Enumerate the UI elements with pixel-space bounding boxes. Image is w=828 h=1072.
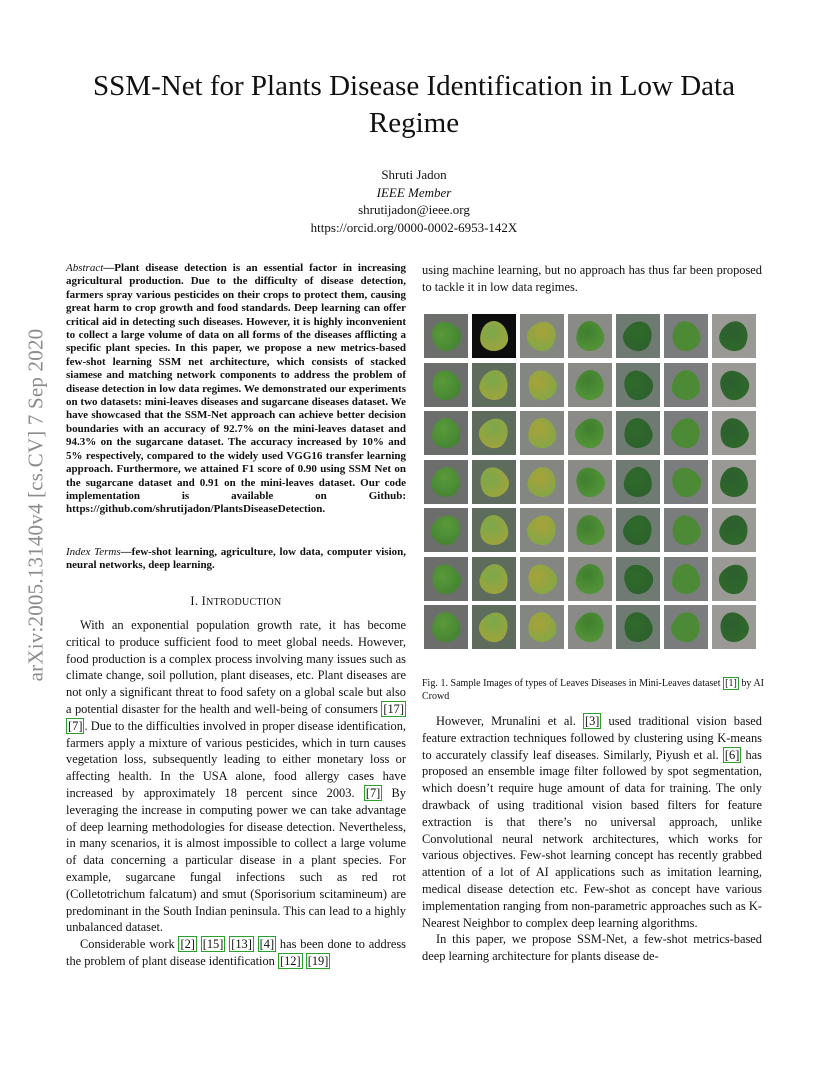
leaf-shape bbox=[715, 608, 753, 647]
section-rest: NTRODUCTION bbox=[206, 597, 282, 608]
leaf-shape bbox=[427, 559, 465, 598]
leaf-thumbnail bbox=[520, 363, 564, 407]
index-terms-text: —few-shot learning, agriculture, low data, computer vision, neural networks, deep learning. bbox=[66, 546, 406, 572]
leaf-shape bbox=[667, 414, 704, 453]
leaf-thumbnail bbox=[520, 508, 564, 552]
figure-leaf-image-grid bbox=[424, 314, 760, 650]
leaf-shape bbox=[619, 316, 658, 356]
author-orcid: https://orcid.org/0000-0002-6953-142X bbox=[310, 219, 518, 235]
leaf-thumbnail bbox=[568, 557, 612, 601]
leaf-shape bbox=[474, 413, 514, 454]
leaf-thumbnail bbox=[712, 508, 756, 552]
leaf-thumbnail bbox=[472, 363, 516, 407]
leaf-shape bbox=[522, 316, 562, 357]
leaf-thumbnail bbox=[520, 557, 564, 601]
leaf-shape bbox=[574, 367, 607, 401]
leaf-thumbnail bbox=[568, 460, 612, 504]
leaf-shape bbox=[525, 609, 559, 644]
leaf-thumbnail bbox=[664, 508, 708, 552]
leaf-thumbnail bbox=[664, 557, 708, 601]
leaf-thumbnail bbox=[616, 508, 660, 552]
leaf-thumbnail bbox=[568, 605, 612, 649]
citation-link[interactable]: [13] bbox=[231, 937, 252, 952]
leaf-shape bbox=[522, 510, 561, 550]
leaf-thumbnail bbox=[520, 460, 564, 504]
leaf-thumbnail bbox=[424, 363, 468, 407]
leaf-shape bbox=[672, 564, 700, 594]
leaf-thumbnail bbox=[472, 460, 516, 504]
leaf-thumbnail bbox=[664, 605, 708, 649]
section-numeral: I. bbox=[190, 594, 202, 608]
citation-link[interactable]: [7] bbox=[68, 718, 83, 733]
leaf-thumbnail bbox=[472, 508, 516, 552]
author-name: Shruti Jadon bbox=[381, 167, 447, 182]
author-role: IEEE Member bbox=[376, 184, 452, 200]
leaf-shape bbox=[666, 461, 707, 502]
leaf-thumbnail bbox=[712, 605, 756, 649]
leaf-shape bbox=[668, 608, 704, 645]
author-email: shrutijadon@ieee.org bbox=[358, 202, 470, 217]
index-terms-lead: Index Terms bbox=[66, 546, 121, 558]
leaf-thumbnail bbox=[712, 314, 756, 358]
leaf-shape bbox=[618, 364, 658, 404]
leaf-thumbnail bbox=[424, 557, 468, 601]
leaf-shape bbox=[426, 510, 466, 551]
leaf-shape bbox=[525, 464, 558, 499]
leaf-thumbnail bbox=[424, 460, 468, 504]
right-top-text: using machine learning, but no approach has thus far been proposed to tackle it in low data regimes. bbox=[422, 263, 762, 294]
leaf-shape bbox=[570, 413, 609, 453]
leaf-thumbnail bbox=[616, 557, 660, 601]
leaf-shape bbox=[571, 607, 609, 646]
leaf-shape bbox=[668, 511, 704, 548]
leaf-thumbnail bbox=[616, 605, 660, 649]
leaf-shape bbox=[716, 414, 753, 452]
leaf-shape bbox=[475, 462, 513, 501]
leaf-thumbnail bbox=[472, 557, 516, 601]
citation-link[interactable]: [12] bbox=[279, 953, 301, 968]
citation-link[interactable]: [6] bbox=[724, 747, 740, 762]
leaf-thumbnail bbox=[520, 411, 564, 455]
leaf-shape bbox=[623, 465, 654, 497]
citation-link[interactable]: [7] bbox=[365, 785, 381, 800]
leaf-thumbnail bbox=[472, 605, 516, 649]
leaf-thumbnail bbox=[568, 508, 612, 552]
leaf-thumbnail bbox=[712, 460, 756, 504]
leaf-shape bbox=[618, 558, 658, 599]
leaf-shape bbox=[526, 416, 558, 450]
abstract-lead: Abstract bbox=[66, 262, 104, 274]
leaf-thumbnail bbox=[424, 411, 468, 455]
leaf-shape bbox=[575, 562, 606, 595]
author-block bbox=[214, 166, 614, 236]
leaf-shape bbox=[574, 319, 606, 353]
leaf-thumbnail bbox=[616, 363, 660, 407]
right-column-top bbox=[422, 262, 762, 296]
right-column-body bbox=[422, 713, 762, 965]
leaf-shape bbox=[619, 511, 657, 550]
leaf-thumbnail bbox=[424, 605, 468, 649]
leaf-thumbnail bbox=[664, 314, 708, 358]
leaf-shape bbox=[620, 608, 656, 645]
leaf-shape bbox=[716, 511, 752, 548]
leaf-shape bbox=[477, 561, 511, 596]
intro-paragraph-2: Considerable work [2] [15] [13] [4] has been done to address the problem of plant disease identification [12] [19] bbox=[66, 937, 406, 968]
citation-link[interactable]: [2] bbox=[180, 937, 195, 952]
leaf-shape bbox=[431, 418, 460, 449]
right-paragraph-2: In this paper, we propose SSM-Net, a few-shot metrics-based deep learning architecture for plants disease de- bbox=[422, 932, 762, 964]
leaf-thumbnail bbox=[616, 460, 660, 504]
leaf-shape bbox=[428, 365, 465, 403]
leaf-thumbnail bbox=[616, 314, 660, 358]
section-initial: I bbox=[201, 594, 207, 608]
abstract-text: —Plant disease detection is an essential factor in increasing agricultural production. Due to the difficulty of disease detection, farmers spray various pesticides on their crops to protect them, causing great harm to crop growth and food standards. Deep learning can offer critical aid in detecting such diseases. However, it is highly inconvenient to collect a large volume of data on all forms of the diseases afflicting a specific plant species. In this paper, we propose a new metrics-based few-shot learning SSM net architecture, which consists of stacked siamese and matching network components to address the problem of disease detection in low data regimes. We demonstrated our experiments on two datasets: mini-leaves diseases and sugarcane diseases dataset. We have showcased that the SSM-Net approach can achieve better decision boundaries with an accuracy of 92.7% on the mini-leaves dataset and 94.3% on the sugarcane dataset. The accuracy increased by 10% and 5% respectively, compared to the widely used VGG16 transfer learning approach. Furthermore, we attained F1 score of 0.90 using SSM Net on the sugarcane dataset and 0.91 on the mini-leaves dataset. Our code implementation is available on Github: https://github.com/shrutijadon/PlantsDiseaseDetection. bbox=[66, 262, 406, 516]
leaf-thumbnail bbox=[664, 411, 708, 455]
leaf-shape bbox=[474, 607, 513, 647]
leaf-thumbnail bbox=[712, 411, 756, 455]
leaf-thumbnail bbox=[424, 314, 468, 358]
leaf-thumbnail bbox=[712, 557, 756, 601]
abstract bbox=[66, 262, 406, 517]
leaf-thumbnail bbox=[472, 411, 516, 455]
leaf-shape bbox=[669, 318, 704, 354]
leaf-thumbnail bbox=[664, 460, 708, 504]
leaf-thumbnail bbox=[664, 363, 708, 407]
leaf-thumbnail bbox=[472, 314, 516, 358]
arxiv-stamp: arXiv:2005.13140v4 [cs.CV] 7 Sep 2020 bbox=[23, 328, 48, 682]
leaf-thumbnail bbox=[520, 314, 564, 358]
citation-link[interactable]: [15] bbox=[202, 937, 224, 952]
citation-link[interactable]: [19] bbox=[307, 953, 329, 968]
leaf-thumbnail bbox=[616, 411, 660, 455]
leaf-thumbnail bbox=[568, 314, 612, 358]
index-terms bbox=[66, 546, 406, 573]
leaf-shape bbox=[476, 366, 511, 403]
figure-caption: Fig. 1. Sample Images of types of Leaves Diseases in Mini-Leaves dataset [1] by AI Crowd bbox=[422, 678, 765, 702]
leaf-shape bbox=[671, 369, 701, 401]
leaf-thumbnail bbox=[712, 363, 756, 407]
leaf-shape bbox=[523, 365, 562, 404]
leaf-shape bbox=[570, 461, 610, 501]
right-paragraph-1: However, Mrunalini et al. [3] used traditional vision based feature extraction techniques followed by clustering using K-means to accurately classify leaf diseases. Similarly, Piyush et al. [6] has proposed an ensemble image filter followed by spot segmentation, which doesn’t require huge amount of data for training. The only drawback of using traditional vision based filters for feature extraction is that there’s no universal approach, unlike Convolutional neural network architectures, which works for various objectives. Few-shot learning concept has recently grabbed attention of a lot of AI applications such as imitation learning, medical disease detection etc. Few-shot as concept have various implementation ranging from non-parametric approaches such as K-Nearest Neighbor to complex deep learning algorithms. bbox=[422, 714, 762, 930]
paper-title: SSM-Net for Plants Disease Identification in Low Data Regime bbox=[93, 70, 735, 139]
leaf-thumbnail bbox=[568, 363, 612, 407]
leaf-shape bbox=[720, 466, 749, 496]
leaf-shape bbox=[522, 558, 561, 598]
leaf-shape bbox=[714, 364, 755, 405]
section-heading-introduction bbox=[66, 594, 406, 609]
leaf-shape bbox=[621, 415, 655, 451]
leaf-shape bbox=[714, 558, 754, 599]
leaf-shape bbox=[428, 463, 464, 500]
leaf-shape bbox=[426, 316, 467, 357]
citation-link[interactable]: [3] bbox=[584, 714, 600, 728]
leaf-shape bbox=[715, 317, 752, 355]
leaf-shape bbox=[478, 513, 509, 546]
citation-link[interactable]: [1] bbox=[725, 678, 737, 689]
leaf-thumbnail bbox=[424, 508, 468, 552]
leaf-shape bbox=[479, 320, 509, 351]
citation-link[interactable]: [17] bbox=[383, 701, 404, 716]
leaf-shape bbox=[431, 611, 462, 644]
citation-link[interactable]: [4] bbox=[259, 937, 275, 952]
leaf-thumbnail bbox=[568, 411, 612, 455]
introduction-body bbox=[66, 617, 406, 970]
leaf-shape bbox=[573, 512, 607, 548]
leaf-thumbnail bbox=[520, 605, 564, 649]
intro-paragraph-1: With an exponential population growth rate, it has become critical to produce sufficient food to meet global needs. However, food production is a complex process involving many issues such as climate change, soil pollution, plant diseases, etc. Plant diseases are not only a significant threat to food safety on a global scale but also a potential disaster for the health and well-being of consumers [17] [7] . Due to the difficulties involved in proper disease identification, farmers apply a mixture of various pesticides, which in turn causes vegetation loss, subsequently leading to either monetary loss or affecting health. In the USA alone, food allergy cases have increased by approximately 18 percent since 2003. [7] By leveraging the increase in computing power we can take advantage of deep learning methodologies for disease detection. Nevertheless, in many scenarios, it is almost impossible to collect a large volume of data concerning a particular disease in a plant species. For example, sugarcane fungal infections such as red rot (Colletotrichum falcatum) and smut (Sporisorium scitamineum) are predominant in the South Indian peninsula. This can lead to a highly unbalanced dataset. bbox=[66, 618, 406, 935]
